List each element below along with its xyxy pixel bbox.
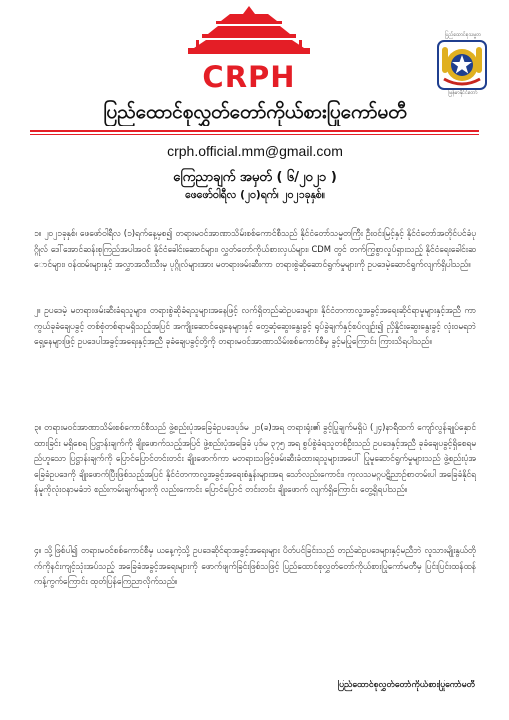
org-title: ပြည်ထောင်စုလွှတ်တော်ကိုယ်စားပြုကော်မတီ bbox=[103, 101, 407, 123]
emblem-caption-top: ပြည်ထောင်စုသမ္မတ bbox=[444, 32, 482, 38]
paragraph-2: ၂။ ဥပဒေမဲ့ မတရားဖမ်းဆီးခံရသူများ၊ တရားစွဲဆိုခံရသူများအနေဖြင့် လက်ရှိတည်ဆဲဥပဒေများ၊ နိုင်ငံတကာလူ့အခွင့်အရေးဆိုင်ရာမူများနှင့်အညီ ကာကွယ်ခုခံချေပခွင့် တစ်စုံတစ်ရာမရှိသည့်အပြင် အကျိုးဆောင်ရှေ့နေများနှင့် တွေ့ဆုံဆွေးနွေးခွင့် ရုပ်ခွဲချက်နှင့်စပ်လျဉ်း၍ ညှိနှိုင်းဆွေးနွေးခွင့် လုံးဝမရဘဲ ရှေ့နေများဖြင့် ဥပဒေပါအခွင့်အရေးနှင့်အညီ ခုခံချေပခွင့်တို့ကို တရားမဝင်အာဏာသိမ်းစစ်ကောင်စီမှ ခွင့်မပြုကြောင်း ကြားသိရပါသည်။ bbox=[34, 305, 476, 346]
emblem-caption-bottom: မြန်မာနိုင်ငံတော် bbox=[448, 90, 478, 96]
paragraph-4: ၄။ သို့ဖြစ်ပါ၍ တရားမဝင်စစ်ကောင်စီမှ ယနေ့ကဲ့သို့ ဥပဒေဆိုင်ရာအခွင့်အရေးများ ပိတ်ပင်ခြင်းသည် တည်ဆဲဥပဒေများနှင့်မညီဘဲ လူသားမျိုးနွယ်တိုက်ကိုနင်းကျင့်သုံးအပ်သည့် အခြေခံအခွင့်အရေးများကို ဖောက်ဖျက်ခြင်းဖြစ်သဖြင့် ပြည်ထောင်စုလွှတ်တော်ကိုယ်စားပြုကော်မတီမှ ပြင်းပြင်းထန်ထန် ကန့်ကွက်ကြောင်း ထုတ်ပြန်ကြေညာလိုက်သည်။ bbox=[34, 545, 476, 586]
state-emblem bbox=[430, 32, 494, 96]
logo-text: CRPH bbox=[202, 60, 296, 94]
contact-email[interactable]: crph.official.mm@gmail.com bbox=[167, 143, 343, 159]
crph-logo bbox=[188, 6, 310, 92]
paragraph-3: ၃။ တရားမဝင်အာဏာသိမ်းစစ်ကောင်စီသည် ဖွဲ့စည်းပုံအခြေခံဥပဒေပုဒ်မ ၂၁(ခ)အရ တရားရုံး၏ ခွင့်ပြုချက်မရှိပဲ (၂၄)နာရီထက် ကျော်လွန်ချုပ်နှောင်ထားခြင်း မရှိစေရ ပြဋ္ဌာန်းချက်ကို ချိုးဖောက်သည့်အပြင် ဖွဲ့စည်းပုံအခြေခံ ပုဒ်မ ၃၇၅ အရ စွပ်စွဲခံရသူတစ်ဦးသည် ဥပဒေနှင့်အညီ ခုခံချေပခွင့်ရှိစေရမည်ဟူသော ပြဋ္ဌာန်းချက်ကို ပြောင်ပြောင်တင်းတင်း ချိုးဖောက်ကာ မတရားသဖြင့်ဖမ်းဆီးခံထားရသူများအပေါ် ပြုမူဆောင်ရွက်မှုများသည် ဖွဲ့စည်းပုံအခြေခံဥပဒေကို ချိုးဖောက်ပြီးဖြစ်သည့်အပြင် နိုင်ငံတကာလူ့အခွင့်အရေးစံနှုန်းများအရ သော်လည်းကောင်း၊ ကုလသမဂ္ဂပဋိညာဉ်စာတမ်းပါ အခြေခံနိုင်ရန်မူကိုလုံးဝနာမခံဘဲ စည်းကမ်းချက်များကို လည်းကောင်း ပြောင်ပြောင် တင်းတင်း ချိုးဖောက် လျက်ရှိကြောင်း တွေ့ရှိရပါသည်။ bbox=[34, 422, 476, 494]
paragraph-1: ၁။ ၂၀၂၁ခုနှစ်၊ ဖေဖော်ဝါရီလ (၁)ရက်နေ့မှစ၍ တရားမဝင်အာဏာသိမ်းစစ်ကောင်စီသည် နိုင်ငံတော်သမ္မတကြီး ဦးဝင်းမြင့်နှင့် နိုင်ငံတော်အတိုင်ပင်ခံပုဂ္ဂိုလ် ဒေါ်အောင်ဆန်းစုကြည်အပါအဝင် နိုင်ငံခေါင်းဆောင်များ၊ လွှတ်တော်ကိုယ်စားလှယ်များ၊ CDM တွင် တက်ကြွစွာလှုပ်ရှားသည့် နိုင်ငံရေးခေါင်းဆောင်များ၊ ဝန်ထမ်းများနှင့် အလွှာအသီးသီးမှ ပုဂ္ဂိုလ်များအား မတရားဖမ်းဆီးကာ တရားစွဲဆိုဆောင်ရွက်မှုများကို ဥပဒေမဲ့ဆောင်ရွက်လျက်ရှိပါသည်။ bbox=[34, 228, 476, 269]
notice-title: ကြေညာချက် အမှတ် ( ၆/၂၀၂၁ ) bbox=[173, 170, 337, 185]
header-divider bbox=[30, 130, 479, 132]
notice-date: ဖေဖော်ဝါရီလ (၂၀)ရက်၊ ၂၀၂၁ခုနှစ်။ bbox=[185, 189, 325, 201]
signature-block: ပြည်ထောင်စုလွှတ်တော်ကိုယ်စားပြုကော်မတီ bbox=[337, 680, 475, 690]
state-seal-icon bbox=[430, 39, 494, 95]
header-divider-thin bbox=[30, 134, 479, 135]
pagoda-roof-icon bbox=[188, 6, 310, 56]
